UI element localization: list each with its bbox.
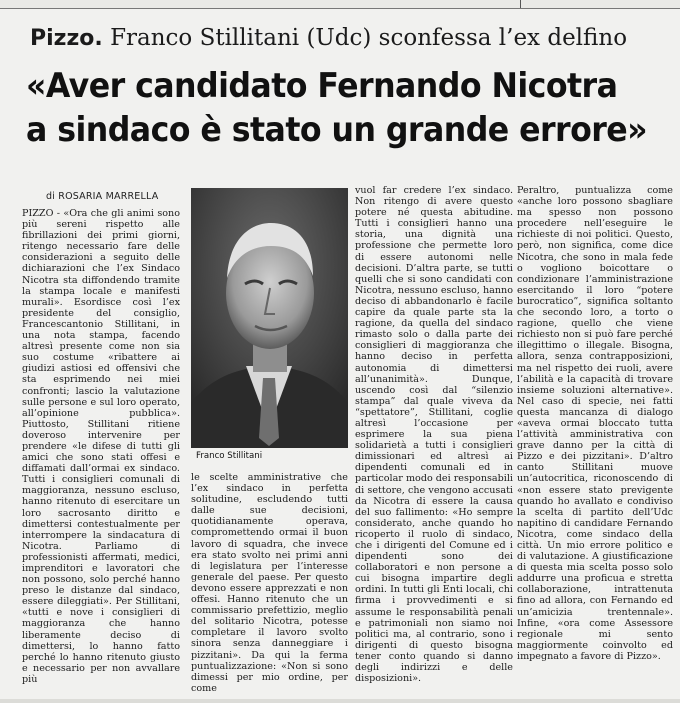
column-3-text: vuol far credere l’ex sindaco. Non ritengo di avere questo potere né questa abitudine. Tutti i consiglieri hanno una storia, una dignità una professione che permette loro di essere autonomi nelle decisioni. D’altra parte, se tutti quelli che si sono candidati con Nicotra, nessuno escluso, hanno deciso di abbandonarlo è facile capire da quale parte sta la ragione, da quella del sindaco rimasto solo o dalla parte dei consiglieri di maggioranza che hanno deciso in perfetta autonomia di dimettersi all’unanimità». Dunque, uscendo così dal “silenzio stampa” dal quale viveva da “spettatore”, Stillitani, coglie altresì l’occasione per esprimere la sua piena solidarietà a tutti i consiglieri dimissionari ed altresì ai dipendenti comunali ed in particolar modo dei responsabili di settore, che vengono accusati da Nicotra di essere la causa del suo fallimento: «Ho sempre considerato, anche quando ho ricoperto il ruolo di sindaco, che i dirigenti del Comune ed i dipendenti sono dei collaboratori e non persone a cui bisogna impartire degli ordini. In tutti gli Enti locali, chi firma i provvedimenti e si assume le responsabilità penali e patrimoniali non siamo noi politici ma, al contrario, sono i dirigenti di questo bisogna tener conto quando si danno degli indirizzi e delle disposizioni». (355, 185, 513, 685)
column-2-text: le scelte amministrative che l’ex sindaco in perfetta solitudine, escludendo tutti dalle sue decisioni, quotidianamente operava, compromettendo ormai il buon lavoro di squadra, che invece era stato svolto nei primi anni di legislatura per l’interesse generale del paese. Per questo devono essere apprezzati e non offesi. Hanno ritenuto che un commissario prefettizio, meglio del solitario Nicotra, potesse completare il lavoro svolto sinora senza danneggiare i pizzitani». Da qui la ferma puntualizzazione: «Non si sono dimessi per mio ordine, per come (191, 472, 348, 694)
article-column-3 (355, 185, 513, 698)
headline-line-1: «Aver candidato Fernando Nicotra (26, 66, 618, 106)
kicker-location: Pizzo. (30, 26, 103, 51)
photo-caption: Franco Stillitani (196, 451, 263, 461)
article-headline (26, 64, 648, 152)
portrait-photo (191, 188, 348, 448)
article-column-4 (517, 185, 673, 698)
article-column-1 (22, 208, 180, 698)
kicker-text: Franco Stillitani (Udc) sconfessa l’ex delfino (110, 25, 628, 51)
clipping-top-edge (0, 0, 680, 9)
column-4-text: Peraltro, puntualizza come «anche loro possono sbagliare ma spesso non possono procedere nell’eseguire le richieste di noi politici. Questo, però, non significa, come dice Nicotra, che sono in mala fede o vogliono boicottare o condizionare l’amministrazione esercitando il loro “potere burocratico”, significa soltanto che secondo loro, a torto o ragione, quello che viene richiesto non si può fare perché illegittimo o illegale. Bisogna, allora, senza contrapposizioni, ma nel rispetto dei ruoli, avere l’abilità e la capacità di trovare insieme soluzioni alternative». Nel caso di specie, nei fatti questa mancanza di dialogo «aveva ormai bloccato tutta l’attività amministrativa con grave danno per la città di Pizzo e dei pizzitani». D’altro canto Stillitani muove un’autocritica, riconoscendo di «non essere stato previgente quando ho avallato e condiviso la scelta di partito dell’Udc napitino di candidare Fernando Nicotra, come sindaco della città. Un mio errore politico e di valutazione. A giustificazione di questa mia scelta posso solo addurre una proficua e stretta collaborazione, intrattenuta fino ad allora, con Fernando ed un’amicizia trentennale». Infine, «ora come Assessore regionale mi sento maggiormente coinvolto ed impegnato a favore di Pizzo». (517, 185, 673, 662)
clipping-bottom-edge (0, 699, 680, 703)
portrait-image (191, 188, 348, 448)
article-column-2 (191, 472, 348, 698)
article-kicker (30, 24, 670, 53)
headline-line-2: a sindaco è stato un grande errore» (26, 110, 648, 150)
byline: di ROSARIA MARRELLA (46, 191, 159, 202)
column-1-text: PIZZO - «Ora che gli animi sono più sereni rispetto alle fibrillazioni dei primi giorni, ritengo necessario fare delle considerazioni a seguito delle dichiarazioni che l’ex Sindaco Nicotra sta diffondendo tramite la stampa locale e manifesti murali». Esordisce così l’ex presidente del consiglio, Francescantonio Stillitani, in una nota stampa, facendo altresì presente come non sia suo costume «ribattere ai giudizi astiosi ed offensivi che sta esprimendo nei miei confronti; lascio la valutazione sulle persone e sul loro operato, all’opinione pubblica». Piuttosto, Stillitani ritiene doveroso intervenire per prendere «le difese di tutti gli amici che sono stati offesi e diffamati dall’ormai ex sindaco. Tutti i consiglieri comunali di maggioranza, nessuno escluso, hanno ritenuto di esercitare un loro sacrosanto diritto e dimettersi contestualmente per interrompere la sindacatura di Nicotra. Parliamo di professionisti affermati, medici, imprenditori e lavoratori che non possono, solo perché hanno preso le distanze dal sindaco, essere dileggiati». Per Stillitani, «tutti e nove i consiglieri di maggioranza che hanno liberamente deciso di dimettersi, lo hanno fatto perché lo hanno ritenuto giusto e necessario per non avvallare più (22, 208, 180, 685)
